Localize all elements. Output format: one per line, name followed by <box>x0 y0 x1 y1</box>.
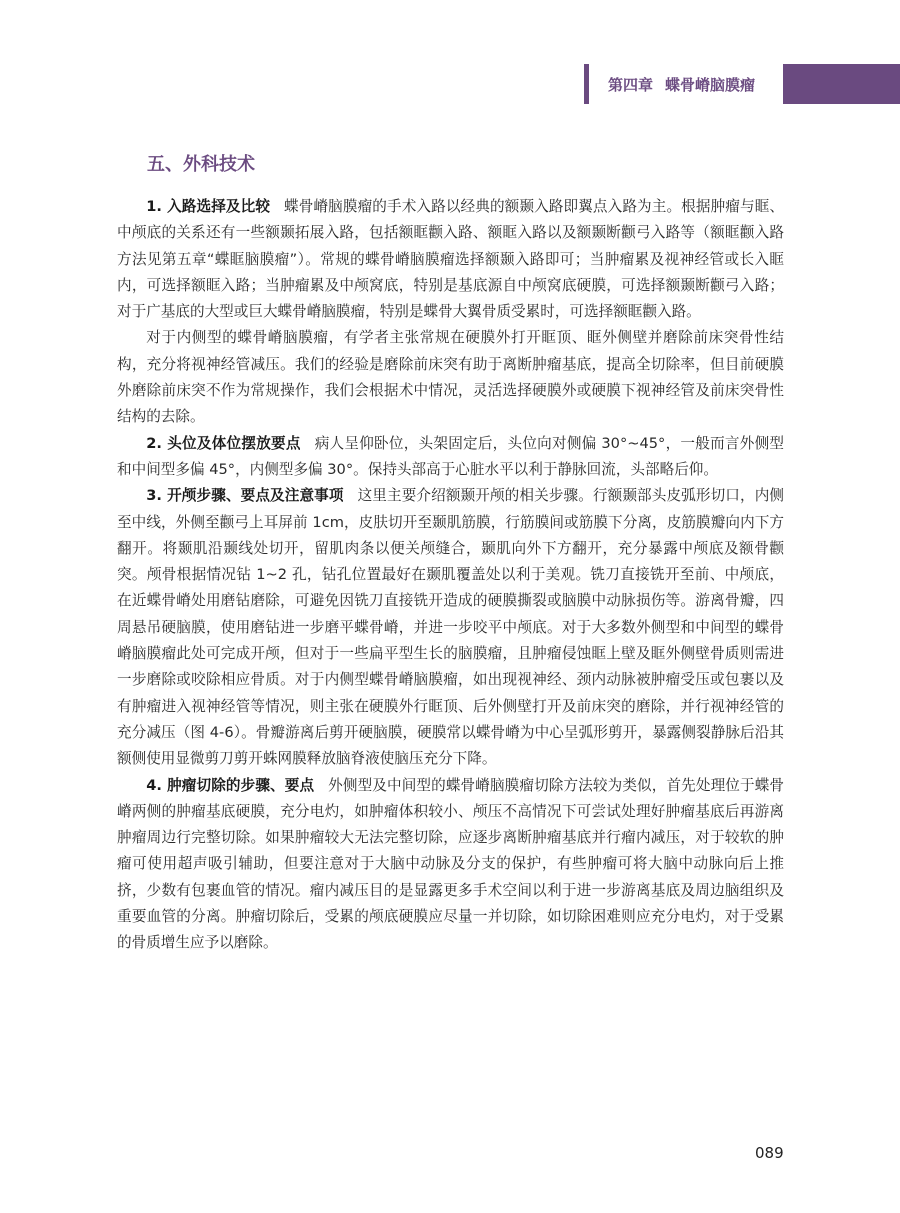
paragraph <box>117 483 784 772</box>
paragraph <box>117 431 784 484</box>
section-title: 五、外科技术 <box>147 154 255 175</box>
paragraph <box>117 325 784 430</box>
paragraph <box>117 773 784 957</box>
paragraph-text: 对于内侧型的蝶骨嵴脑膜瘤，有学者主张常规在硬膜外打开眶顶、眶外侧壁并磨除前床突骨性结构，充分将视神经管减压。我们的经验是磨除前床突有助于离断肿瘤基底，提高全切除率，但目前硬膜外磨除前床突不作为常规操作，我们会根据术中情况，灵活选择硬膜外或硬膜下视神经管及前床突骨性结构的去除。 <box>117 329 784 426</box>
paragraph-heading: 4. 肿瘤切除的步骤、要点 <box>146 776 315 794</box>
page-number: 089 <box>755 1144 784 1162</box>
chapter-title: 蝶骨嵴脑膜瘤 <box>665 76 756 94</box>
paragraph-text: 外侧型及中间型的蝶骨嵴脑膜瘤切除方法较为类似，首先处理位于蝶骨嵴两侧的肿瘤基底硬膜，充分电灼，如肿瘤体积较小、颅压不高情况下可尝试处理好肿瘤基底后再游离肿瘤周边行完整切除。如果肿瘤较大无法完整切除，应逐步离断肿瘤基底并行瘤内减压，对于较软的肿瘤可使用超声吸引辅助，但要注意对于大脑中动脉及分支的保护，有些肿瘤可将大脑中动脉向后上推挤，少数有包裹血管的情况。瘤内减压目的是显露更多手术空间以利于进一步游离基底及周边脑组织及重要血管的分离。肿瘤切除后，受累的颅底硬膜应尽量一并切除，如切除困难则应充分电灼，对于受累的骨质增生应予以磨除。 <box>117 776 784 952</box>
body-text <box>117 194 784 957</box>
paragraph-heading: 2. 头位及体位摆放要点 <box>146 434 301 452</box>
paragraph-text: 蝶骨嵴脑膜瘤的手术入路以经典的额颞入路即翼点入路为主。根据肿瘤与眶、中颅底的关系还有一些额颞拓展入路，包括额眶颧入路、额眶入路以及额颞断颧弓入路等（额眶颧入路方法见第五章“蝶眶脑膜瘤”）。常规的蝶骨嵴脑膜瘤选择额颞入路即可；当肿瘤累及视神经管或长入眶内，可选择额眶入路；当肿瘤累及中颅窝底，特别是基底源自中颅窝底硬膜，可选择额颞断颧弓入路；对于广基底的大型或巨大蝶骨嵴脑膜瘤，特别是蝶骨大翼骨质受累时，可选择额眶颧入路。 <box>117 198 784 321</box>
paragraph-heading: 1. 入路选择及比较 <box>146 198 271 215</box>
paragraph <box>117 194 784 325</box>
header-accent-bar <box>584 64 589 104</box>
paragraph-text: 病人呈仰卧位，头架固定后，头位向对侧偏 30°~45°，一般而言外侧型和中间型多偏 45°，内侧型多偏 30°。保持头部高于心脏水平以利于静脉回流，头部略后仰。 <box>117 434 785 478</box>
header-accent-block <box>783 64 900 104</box>
paragraph-text: 这里主要介绍额颞开颅的相关步骤。行额颞部头皮弧形切口，内侧至中线，外侧至颧弓上耳屏前 1cm，皮肤切开至颞肌筋膜，行筋膜间或筋膜下分离，皮筋膜瓣向内下方翻开。将颞肌沿颞线处切开，留肌肉条以便关颅缝合，颞肌向外下方翻开，充分暴露中颅底及额骨颧突。颅骨根据情况钻 1~2 孔，钻孔位置最好在颞肌覆盖处以利于美观。铣刀直接铣开至前、中颅底，在近蝶骨嵴处用磨钻磨除，可避免因铣刀直接铣开造成的硬膜撕裂或脑膜中动脉损伤等。游离骨瓣，四周悬吊硬脑膜，使用磨钻进一步磨平蝶骨嵴，并进一步咬平中颅底。对于大多数外侧型和中间型的蝶骨嵴脑膜瘤此处可完成开颅，但对于一些扁平型生长的脑膜瘤，且肿瘤侵蚀眶上壁及眶外侧壁骨质则需进一步磨除或咬除相应骨质。对于内侧型蝶骨嵴脑膜瘤，如出现视神经、颈内动脉被肿瘤受压或包裹以及有肿瘤进入视神经管等情况，则主张在硬膜外行眶顶、后外侧壁打开及前床突的磨除，并行视神经管的充分减压（图 4-6）。骨瓣游离后剪开硬脑膜，硬膜常以蝶骨嵴为中心呈弧形剪开，暴露侧裂静脉后沿其额侧使用显微剪刀剪开蛛网膜释放脑脊液使脑压充分下降。 <box>117 487 784 768</box>
chapter-number: 第四章 <box>608 76 654 94</box>
running-header <box>608 74 767 95</box>
paragraph-heading: 3. 开颅步骤、要点及注意事项 <box>146 487 344 505</box>
